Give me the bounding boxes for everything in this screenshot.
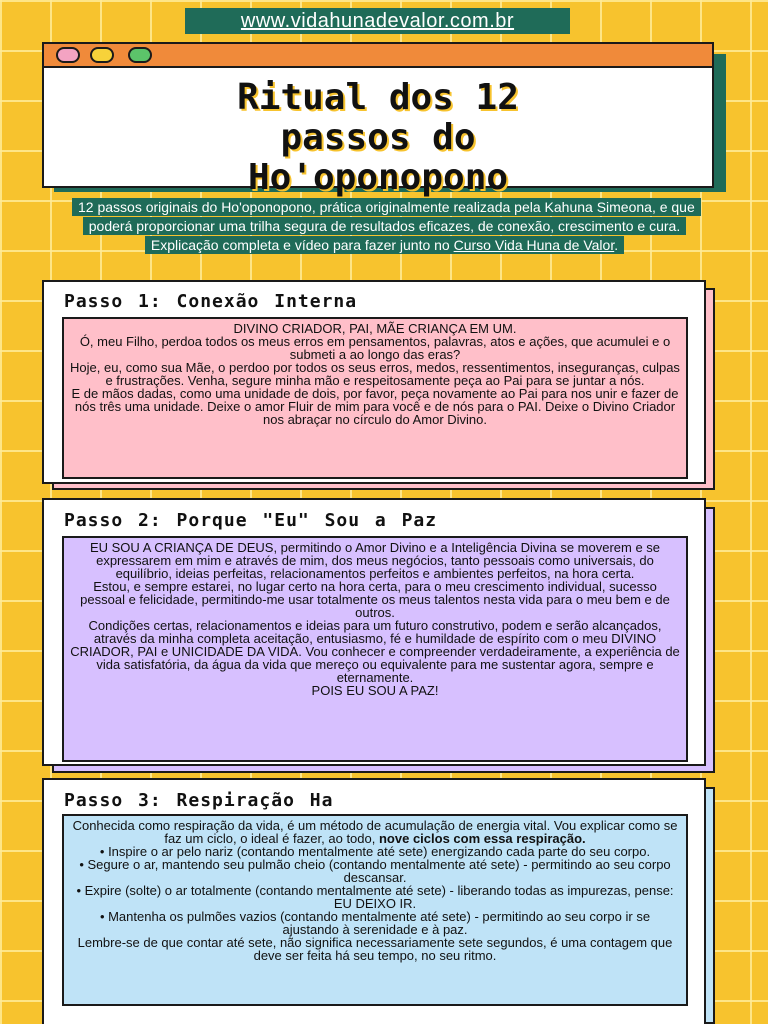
title-window	[42, 42, 714, 198]
title-window-bar	[44, 44, 712, 68]
step-1-paragraph-1: DIVINO CRIADOR, PAI, MÃE CRIANÇA EM UM.	[233, 321, 517, 336]
step-2-panel	[42, 498, 706, 766]
window-dot-pink-icon	[56, 47, 80, 63]
step-1-paragraph-4: E de mãos dadas, como uma unidade de dois, por favor, peça novamente ao Pai para nos unir e fazer de nós três uma unidade. Deixe o amor Fluir de mim para você e de nós para o PAI. Deixe o Divino Criador nos abraçar no círculo do Amor Divino.	[71, 386, 679, 427]
step-3-bullet-1: • Inspire o ar pelo nariz (contando mentalmente até sete) energizando cada parte do seu corpo.	[99, 844, 651, 859]
step-1-text-box	[62, 317, 688, 479]
website-url[interactable]: www.vidahunadevalor.com.br	[240, 10, 515, 32]
step-1-panel	[42, 280, 706, 484]
step-3-bullet-4: • Mantenha os pulmões vazios (contando mentalmente até sete) - permitindo ao seu corpo ir se ajustando à serenidade e à paz.	[99, 909, 651, 937]
step-3-text-box	[62, 814, 688, 1006]
step-2-heading: Passo 2: Porque "Eu" Sou a Paz	[64, 510, 438, 531]
step-3-heading: Passo 3: Respiração Ha	[64, 790, 334, 811]
step-1-paragraph-2: Ó, meu Filho, perdoa todos os meus erros em pensamentos, palavras, atos e ações, que acumulei e o submeti a ao longo das eras?	[79, 334, 671, 362]
title-line-1: Ritual dos 12	[237, 77, 519, 118]
website-url-banner	[185, 8, 570, 34]
step-3-panel	[42, 778, 706, 1024]
step-3-intro: Conhecida como respiração da vida, é um método de acumulação de energia vital. Vou explicar como se faz um ciclo, o ideal é fazer, ao todo, nove ciclos com essa respiração.	[72, 818, 678, 846]
intro-paragraph	[72, 198, 697, 255]
step-3-bullet-2: • Segure o ar, mantendo seu pulmão cheio (contando mentalmente até sete) - permitindo ao seu corpo descansar.	[79, 857, 671, 885]
intro-text: 12 passos originais do Ho'oponopono, prática originalmente realizada pela Kahuna Simeona, e que poderá proporcionar uma trilha segura de resultados eficazes, de conexão, crescimento e cura. Explicação completa e vídeo para fazer junto no	[78, 199, 695, 253]
step-1-heading: Passo 1: Conexão Interna	[64, 291, 358, 312]
course-link[interactable]: Curso Vida Huna de Valor	[453, 237, 615, 253]
title-line-2: passos do	[280, 117, 476, 158]
step-2-paragraph-4: POIS EU SOU A PAZ!	[311, 683, 439, 698]
step-3-intro-bold: nove ciclos com essa respiração.	[378, 831, 586, 846]
window-dot-green-icon	[128, 47, 152, 63]
step-3-closing: Lembre-se de que contar até sete, não significa necessariamente sete segundos, é uma contagem que deve ser feita há seu tempo, no seu ritmo.	[77, 935, 673, 963]
intro-end: .	[614, 237, 619, 253]
window-dot-yellow-icon	[90, 47, 114, 63]
step-2-paragraph-2: Estou, e sempre estarei, no lugar certo na hora certa, para o meu crescimento individual, sucesso pessoal e felicidade, permitindo-me usar totalmente os meus talentos nesta vida para o meu bem e de outros.	[80, 579, 670, 620]
step-2-text-box	[62, 536, 688, 762]
step-2-paragraph-3: Condições certas, relacionamentos e ideias para um futuro construtivo, podem e serão alcançados, através da minha completa aceitação, entusiasmo, fé e humildade de espírito com o meu DIVINO CRIADOR, PAI e UNICIDADE DA VIDA. Vou conhecer e compreender verdadeiramente, a experiência de vida satisfatória, da água da vida que mereço ou equivalente para me sustentar agora, sempre e eternamente.	[70, 618, 680, 685]
step-2-paragraph-1: EU SOU A CRIANÇA DE DEUS, permitindo o Amor Divino e a Inteligência Divina se moverem e se expressarem em mim e através de mim, dos meus negócios, tanto pessoais como universais, do equilíbrio, ideias perfeitas, relacionamentos perfeitos e ambientes perfeitos, na hora certa.	[89, 540, 661, 581]
step-3-bullet-3: • Expire (solte) o ar totalmente (contando mentalmente até sete) - liberando todas as impurezas, pense: EU DEIXO IR.	[76, 883, 674, 911]
step-1-paragraph-3: Hoje, eu, como sua Mãe, o perdoo por todos os seus erros, medos, ressentimentos, inseguranças, culpas e frustrações. Venha, segure minha mão e respeitosamente peça ao Pai para se juntar a nós.	[70, 360, 680, 388]
title-line-3: Ho'oponopono	[247, 157, 509, 198]
page-title	[44, 78, 712, 198]
